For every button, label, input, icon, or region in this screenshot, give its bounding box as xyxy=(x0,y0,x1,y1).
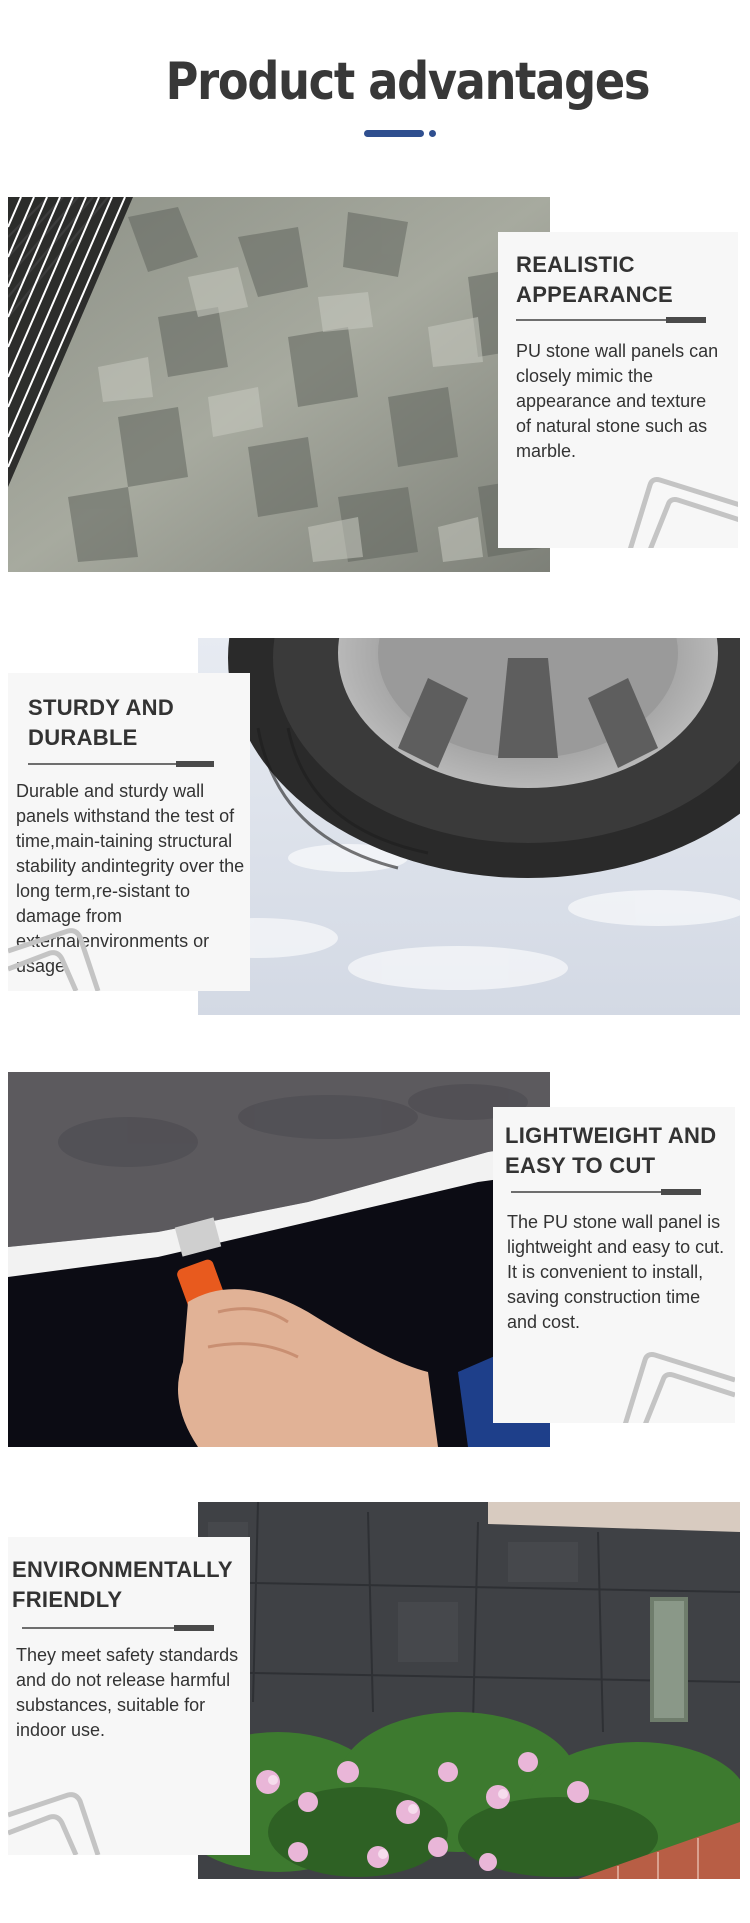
card-body: Durable and sturdy wall panels withstand the test of time,main-taining structural stability andintegrity over the long term,re-sistant to damage from externalenvironments or usage. xyxy=(16,781,245,976)
card-rule-accent xyxy=(661,1189,701,1195)
tire-on-panel-photo xyxy=(198,638,740,1015)
card-heading: LIGHTWEIGHT AND EASY TO CUT xyxy=(505,1123,717,1178)
stone-texture-photo xyxy=(8,197,550,572)
card-rule-accent xyxy=(666,317,706,323)
card-heading: STURDY AND DURABLE xyxy=(28,695,175,750)
card-heading: ENVIRONMENTALLY FRIENDLY xyxy=(12,1557,233,1612)
corner-line-decoration-icon xyxy=(8,1775,128,1855)
corner-line-decoration-icon xyxy=(8,911,128,991)
realistic-appearance-card xyxy=(498,232,738,548)
cutting-panel-photo xyxy=(8,1072,550,1447)
card-rule-accent xyxy=(176,761,214,767)
environmentally-friendly-card xyxy=(8,1537,250,1855)
corner-line-decoration-icon xyxy=(615,1325,735,1423)
title-underline xyxy=(364,130,424,137)
lightweight-card xyxy=(493,1107,735,1423)
title-dot xyxy=(429,130,436,137)
corner-line-decoration-icon xyxy=(620,450,738,548)
sturdy-durable-card xyxy=(8,673,250,991)
card-body: PU stone wall panels can closely mimic the appearance and texture of natural stone such as marble. xyxy=(516,341,719,461)
page-title: Product advantages xyxy=(165,52,650,112)
card-body: They meet safety standards and do not release harmful substances, suitable for indoor use. xyxy=(16,1645,239,1740)
card-heading: REALISTIC APPEARANCE xyxy=(516,252,674,307)
card-body: The PU stone wall panel is lightweight and easy to cut. It is convenient to install, saving construction time and cost. xyxy=(507,1212,725,1332)
building-wall-photo xyxy=(198,1502,740,1879)
card-rule-accent xyxy=(174,1625,214,1631)
